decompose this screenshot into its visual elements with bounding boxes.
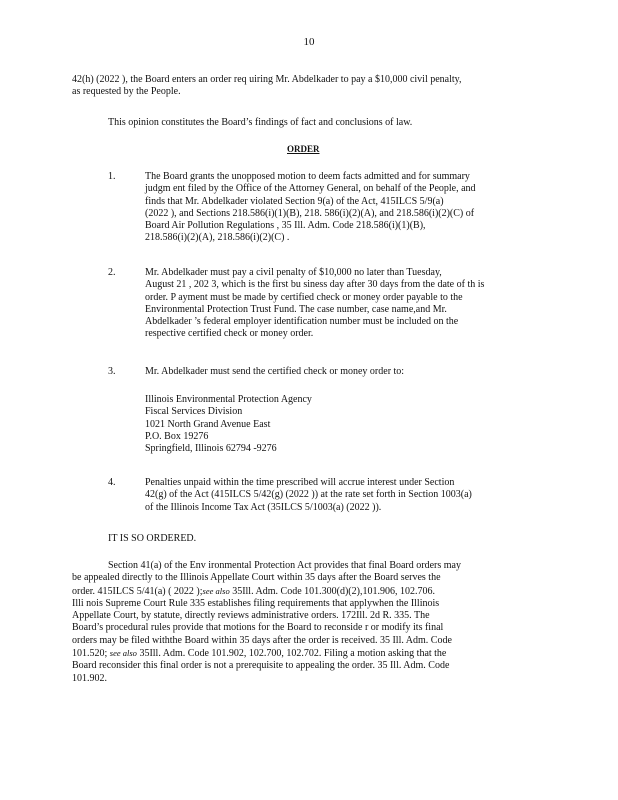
text-line: Penalties unpaid within the time prescribed will accrue interest under Section (145, 477, 455, 488)
text-line: Board’s procedural rules provide that motions for the Board to reconside r or modify its final (72, 622, 444, 634)
text-line: Abdelkader ’s federal employer identification number must be included on the (145, 316, 459, 328)
citation-text: 101.520; (72, 648, 108, 660)
text-line: of the Illinois Income Tax Act (35ILCS 5/1003(a) (2022 )). (145, 501, 382, 513)
see-also-text: see also (109, 648, 137, 659)
text-line (72, 585, 461, 598)
order-heading: ORDER (287, 144, 320, 154)
page-number: 10 (303, 36, 315, 48)
findings-paragraph (108, 117, 412, 129)
text-line: as requested by the People. (72, 86, 181, 98)
text-line: Board Air Pollution Regulations , 35 Ill. Adm. Code 218.586(i)(1)(B), (145, 220, 426, 232)
order-item-2 (145, 267, 484, 341)
item-number: 4. (108, 477, 116, 488)
item-number: 2. (108, 267, 116, 278)
address-line: 1021 North Grand Avenue East (145, 418, 271, 430)
text-line: Appellate Court, by statute, directly reviews administrative orders. 172Ill. 2d R. 335. The (72, 610, 430, 622)
text-line: Board reconsider this final order is not a prerequisite to appealing the order. 35 Ill. Adm. Code (72, 660, 450, 672)
citation-text: 35Ill. Adm. Code 101.300(d)(2),101.906, 102.706. (229, 585, 435, 597)
order-item-4 (145, 477, 472, 514)
text-line: This opinion constitutes the Board’s findings of fact and conclusions of law. (108, 117, 413, 128)
text-line (72, 647, 461, 660)
address-line: Illinois Environmental Protection Agency (145, 394, 312, 405)
item-number: 1. (108, 171, 116, 182)
text-line: Mr. Abdelkader must send the certified check or money order to: (145, 366, 405, 377)
text-line: finds that Mr. Abdelkader violated Section 9(a) of the Act, 415ILCS 5/9(a) (145, 195, 444, 207)
mailing-address (145, 394, 312, 455)
appeal-paragraph (72, 560, 461, 685)
text-line: Environmental Protection Trust Fund. The case number, case name,and Mr. (145, 303, 447, 315)
text-line: be appealed directly to the Illinois Appellate Court within 35 days after the Board serves the (72, 572, 441, 584)
intro-paragraph (72, 74, 462, 99)
text-line: The Board grants the unopposed motion to deem facts admitted and for summary (145, 171, 470, 182)
text-line: respective certified check or money order. (145, 328, 314, 340)
text-line: Section 41(a) of the Env ironmental Protection Act provides that final Board orders may (108, 560, 461, 571)
item-number: 3. (108, 366, 116, 377)
text-line: IT IS SO ORDERED. (108, 533, 197, 544)
text-line: August 21 , 202 3, which is the first bu siness day after 30 days from the date of th is (145, 279, 485, 291)
order-item-3 (145, 366, 404, 378)
text-line: 42(h) (2022 ), the Board enters an order req uiring Mr. Abdelkader to pay a $10,000 civil penalty, (72, 74, 462, 85)
address-line: Fiscal Services Division (145, 406, 243, 418)
text-line: 101.902. (72, 672, 107, 684)
text-line: 218.586(i)(2)(A), 218.586(i)(2)(C) . (145, 232, 290, 244)
text-line: judgm ent filed by the Office of the Attorney General, on behalf of the People, and (145, 183, 476, 195)
text-line: Mr. Abdelkader must pay a civil penalty of $10,000 no later than Tuesday, (145, 267, 442, 278)
citation-text: 35Ill. Adm. Code 101.902, 102.700, 102.702. Filing a motion asking that the (136, 648, 447, 660)
address-line: Springfield, Illinois 62794 -9276 (145, 443, 277, 455)
address-line: P.O. Box 19276 (145, 430, 209, 442)
order-item-1 (145, 171, 476, 245)
text-line: 42(g) of the Act (415ILCS 5/42(g) (2022 )) at the rate set forth in Section 1003(a) (145, 489, 472, 501)
so-ordered-line (108, 533, 196, 545)
text-line: (2022 ), and Sections 218.586(i)(1)(B), 218. 586(i)(2)(A), and 218.586(i)(2)(C) of (145, 207, 475, 219)
see-also-text: see also (202, 585, 230, 596)
citation-text: order. 415ILCS 5/41(a) ( 2022 ); (72, 585, 203, 597)
text-line: order. P ayment must be made by certified check or money order payable to the (145, 291, 463, 303)
text-line: orders may be filed withthe Board within 35 days after the order is received. 35 Ill. Adm. Code (72, 634, 452, 646)
text-line: Illi nois Supreme Court Rule 335 establishes filing requirements that applywhen the Illinois (72, 597, 440, 609)
